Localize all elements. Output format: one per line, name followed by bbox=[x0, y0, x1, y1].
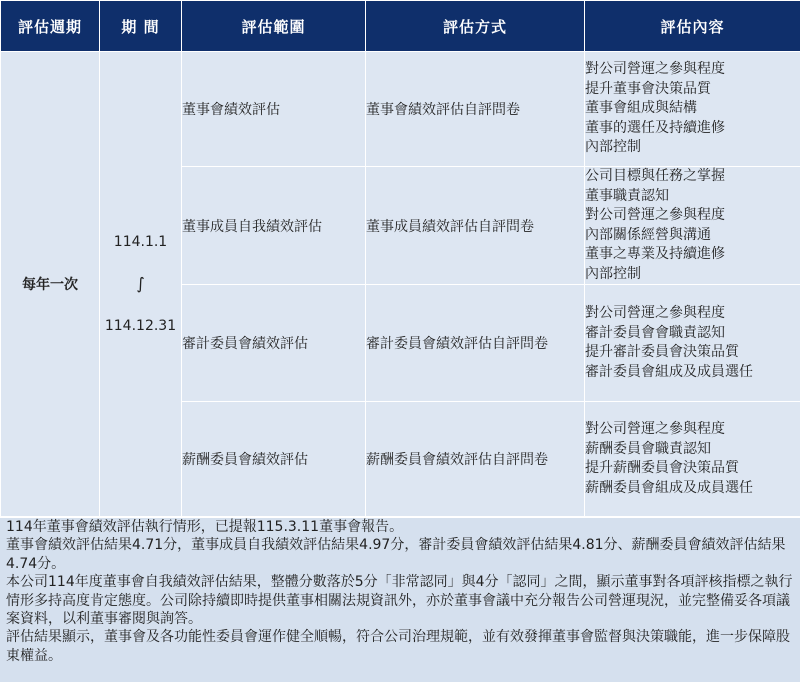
method-cell: 薪酬委員會績效評估自評問卷 bbox=[366, 402, 585, 517]
content-item: 內部關係經營與溝通 bbox=[585, 226, 711, 243]
range-end: 114.12.31 bbox=[104, 318, 177, 334]
content-item: 內部控制 bbox=[585, 139, 641, 156]
scope-cell: 審計委員會績效評估 bbox=[182, 285, 366, 402]
header-method: 評估方式 bbox=[366, 1, 585, 52]
note-paragraph: 評估結果顯示，董事會及各功能性委員會運作健全順暢，符合公司治理規範，並有效發揮董事會監督與決策職能，進一步保障股東權益。 bbox=[6, 629, 790, 664]
header-cycle: 評估週期 bbox=[1, 1, 100, 52]
header-period: 期 間 bbox=[100, 1, 182, 52]
range-start: 114.1.1 bbox=[113, 234, 168, 250]
content-item: 審計委員會組成及成員選任 bbox=[585, 363, 753, 380]
scope-cell: 董事成員自我績效評估 bbox=[182, 167, 366, 285]
content-item: 提升薪酬委員會決策品質 bbox=[585, 460, 739, 476]
content-item: 公司目標與任務之掌握 bbox=[585, 168, 725, 184]
method-cell: 審計委員會績效評估自評問卷 bbox=[366, 285, 585, 402]
header-content: 評估內容 bbox=[585, 1, 800, 52]
content-item: 對公司營運之參與程度 bbox=[585, 61, 725, 78]
content-item: 對公司營運之參與程度 bbox=[585, 421, 725, 437]
content-item: 董事的選任及持續進修 bbox=[585, 119, 725, 136]
note-paragraph: 114年董事會績效評估執行情形，已提報115.3.11董事會報告。 bbox=[6, 519, 404, 535]
content-item: 薪酬委員會組成及成員選任 bbox=[585, 479, 753, 496]
evaluation-notes bbox=[0, 518, 800, 682]
content-item: 內部控制 bbox=[585, 265, 641, 282]
content-item: 董事職責認知 bbox=[585, 187, 669, 204]
content-item: 提升審計委員會決策品質 bbox=[585, 344, 739, 360]
content-item: 董事之專業及持續進修 bbox=[585, 246, 725, 262]
content-cell bbox=[585, 52, 800, 167]
note-paragraph: 本公司114年度董事會自我績效評估結果，整體分數落於5分「非常認同」與4分「認同」之間，顯示董事對各項評核指標之執行情形多持高度肯定態度。公司除持續即時提供董事相關法規資訊外，亦於董事會議中充分報告公司營運現況，並完整備妥各項議案資料，以利董事審閱與詢答。 bbox=[6, 574, 793, 628]
content-cell bbox=[585, 285, 800, 402]
note-paragraph: 董事會績效評估結果4.71分，董事成員自我績效評估結果4.97分，審計委員會績效評估結果4.81分、薪酬委員會績效評估結果4.74分。 bbox=[6, 537, 786, 572]
evaluation-cycle: 每年一次 bbox=[1, 52, 100, 517]
content-item: 對公司營運之參與程度 bbox=[585, 207, 725, 223]
scope-cell: 董事會績效評估 bbox=[182, 52, 366, 167]
content-item: 審計委員會會職責認知 bbox=[585, 324, 725, 341]
content-item: 提升董事會決策品質 bbox=[585, 80, 711, 97]
evaluation-range bbox=[100, 52, 182, 517]
header-row bbox=[1, 1, 800, 52]
content-item: 董事會組成與結構 bbox=[585, 100, 697, 117]
table-row bbox=[1, 52, 800, 167]
content-cell bbox=[585, 167, 800, 285]
method-cell: 董事成員績效評估自評問卷 bbox=[366, 167, 585, 285]
method-cell: 董事會績效評估自評問卷 bbox=[366, 52, 585, 167]
header-scope: 評估範圍 bbox=[182, 1, 366, 52]
content-cell bbox=[585, 402, 800, 517]
content-item: 薪酬委員會職責認知 bbox=[585, 440, 711, 457]
range-separator: ∫ bbox=[136, 274, 145, 293]
scope-cell: 薪酬委員會績效評估 bbox=[182, 402, 366, 517]
content-item: 對公司營運之參與程度 bbox=[585, 305, 725, 321]
